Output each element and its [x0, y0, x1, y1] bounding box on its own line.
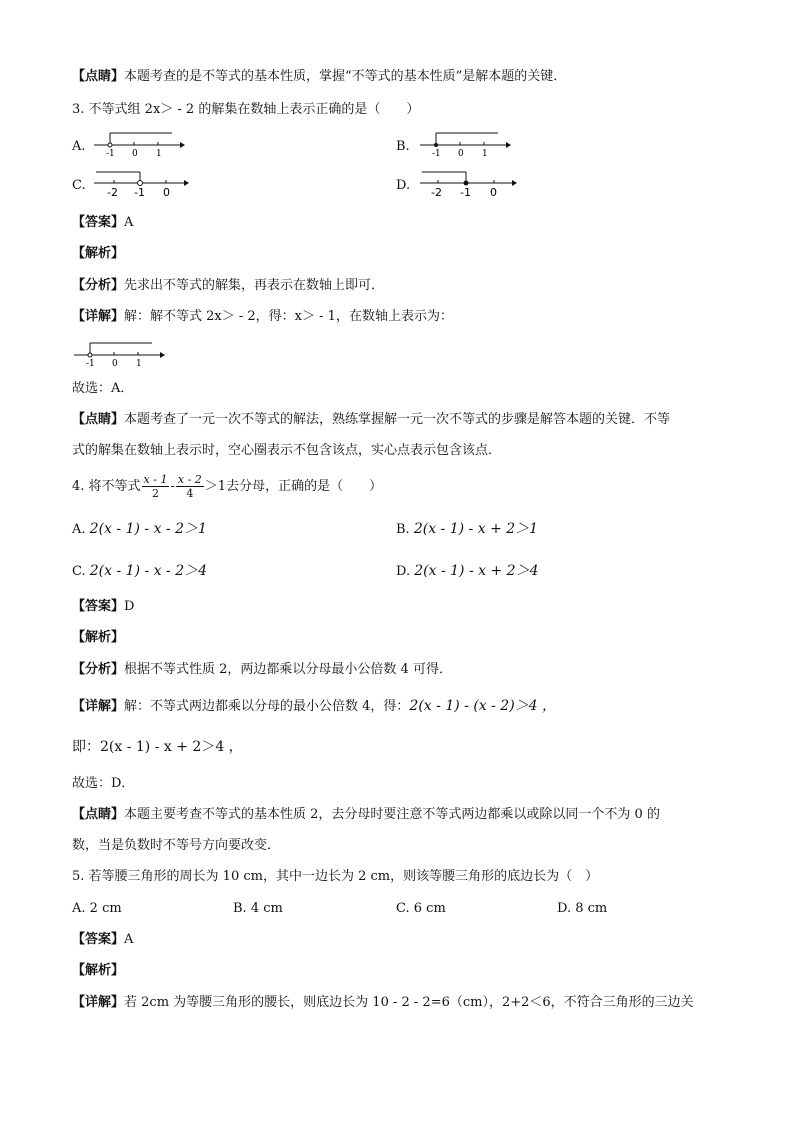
q4-choose: 故选：D．	[72, 776, 135, 791]
q3-fenxi-text: 先求出不等式的解集，再表示在数轴上即可．	[124, 278, 385, 293]
solution-numberline	[72, 338, 167, 368]
q4-option-b-expr: 2(x - 1) - x + 2＞1	[413, 521, 539, 537]
xiangjie-tag: 【详解】	[72, 995, 125, 1010]
q3-option-c-label: C.	[72, 178, 86, 193]
q4-option-c-label: C.	[72, 564, 86, 579]
q5-option-d-label: D.	[557, 901, 572, 916]
fraction-2-numerator: x - 2	[177, 473, 202, 486]
q4-option-d	[396, 562, 538, 581]
q5-option-d-text: 8 cm	[575, 901, 608, 916]
fraction-1	[142, 473, 170, 500]
fraction-1-numerator: x - 1	[143, 473, 168, 486]
q3-b-tick-1: -1	[432, 149, 441, 158]
fraction-2-denominator: 4	[186, 487, 194, 500]
q3-c-tick-2: -1	[134, 186, 145, 198]
q4-fenxi-text: 根据不等式性质 2，两边都乘以分母最小公倍数 4 可得．	[124, 662, 452, 677]
q3-option-c-numberline	[92, 166, 192, 198]
q4-option-d-label: D.	[396, 564, 411, 579]
q5-option-c-text: 6 cm	[413, 901, 446, 916]
q4-option-b	[396, 520, 538, 539]
q4-option-c-expr: 2(x - 1) - x - 2＞4	[89, 563, 208, 579]
q3-fenxi-line	[72, 277, 384, 295]
q3-option-a-label: A.	[72, 139, 86, 154]
solution-tick-2: 0	[112, 359, 118, 368]
fraction-minus: -	[170, 479, 175, 494]
q4-option-a-label: A.	[72, 522, 86, 537]
answer-tag: 【答案】	[72, 932, 125, 947]
q4-ji-line: 即：2(x - 1) - x + 2＞4 ，	[72, 739, 243, 755]
q3-choose: 故选：A．	[72, 381, 134, 396]
q3-a-tick-2: 0	[132, 149, 138, 158]
q5-jiexi-line	[72, 962, 124, 980]
q4-suffix: ＞1去分母，正确的是（ ）	[204, 479, 383, 494]
q3-dianjing-text-1: 本题考查了一元一次不等式的解法，熟练掌握解一元一次不等式的步骤是解答本题的关键．不等	[124, 412, 671, 427]
q4-xiangjie-line	[72, 697, 556, 716]
q3-option-d-numberline	[418, 166, 520, 198]
jiexi-tag: 【解析】	[72, 963, 125, 978]
q5-option-a-label: A.	[72, 901, 86, 916]
q5-option-c	[396, 900, 446, 918]
question-4	[72, 470, 382, 504]
q4-option-a	[72, 520, 207, 539]
q4-option-c	[72, 562, 207, 581]
q3-jiexi-line	[72, 245, 124, 263]
q5-option-b-text: 4 cm	[250, 901, 283, 916]
jiexi-tag: 【解析】	[72, 246, 125, 261]
q4-xiangjie-text: 解：不等式两边都乘以分母的最小公倍数 4，得：	[124, 699, 410, 714]
q3-c-tick-1: -2	[107, 186, 118, 198]
q4-answer-line	[72, 598, 134, 616]
q4-fenxi-line	[72, 661, 452, 679]
q5-xiangjie-text: 若 2cm 为等腰三角形的腰长，则底边长为 10 - 2 - 2=6（cm），2+2＜6，不符合三角形的三边关	[124, 995, 694, 1010]
q5-option-a	[72, 900, 122, 918]
q4-answer: D	[124, 599, 135, 614]
q3-d-tick-2: -1	[460, 186, 471, 198]
q4-xiangjie-expr: 2(x - 1) - (x - 2)＞4 ，	[409, 698, 557, 714]
q4-jiexi-line	[72, 629, 124, 647]
q5-option-b-label: B.	[233, 901, 247, 916]
q3-dianjing-text-2: 式的解集在数轴上表示时，空心圈表示不包含该点，实心点表示包含该点．	[72, 443, 502, 458]
q3-option-b-label: B.	[396, 139, 410, 154]
q3-answer: A	[124, 215, 134, 230]
q3-dianjing-line-1	[72, 411, 670, 429]
answer-tag: 【答案】	[72, 599, 125, 614]
q4-dianjing-text-1: 本题主要考查不等式的基本性质 2，去分母时要注意不等式两边都乘以或除以同一个不为 0 的	[124, 807, 660, 822]
fenxi-tag: 【分析】	[72, 662, 125, 677]
q4-prefix: 4. 将不等式	[72, 479, 141, 494]
q3-a-tick-3: 1	[156, 149, 162, 158]
solution-tick-3: 1	[136, 359, 142, 368]
fenxi-tag: 【分析】	[72, 278, 125, 293]
dianjing-tag: 【点睛】	[72, 69, 125, 84]
q3-xiangjie-text: 解：解不等式 2x＞ - 2，得：x＞ - 1，在数轴上表示为：	[124, 309, 453, 324]
q3-d-tick-3: 0	[490, 186, 497, 198]
question-3: 3. 不等式组 2x＞ - 2 的解集在数轴上表示正确的是（ ）	[72, 102, 420, 117]
q4-option-d-expr: 2(x - 1) - x + 2＞4	[414, 563, 539, 579]
q3-b-tick-3: 1	[482, 149, 488, 158]
q3-answer-line	[72, 214, 133, 232]
q3-option-b-numberline	[418, 128, 513, 158]
dianjing-tag: 【点睛】	[72, 807, 125, 822]
q3-b-tick-2: 0	[458, 149, 464, 158]
q4-dianjing-text-2: 数，当是负数时不等号方向要改变．	[72, 838, 281, 853]
q3-option-a-numberline	[92, 128, 187, 158]
dianjing-line	[72, 68, 566, 86]
jiexi-tag: 【解析】	[72, 630, 125, 645]
q5-option-c-label: C.	[396, 901, 410, 916]
fraction-2	[176, 473, 204, 500]
xiangjie-tag: 【详解】	[72, 699, 125, 714]
question-5: 5. 若等腰三角形的周长为 10 cm，其中一边长为 2 cm，则该等腰三角形的底边长为（ ）	[72, 869, 599, 884]
q5-answer: A	[124, 932, 134, 947]
solution-tick-1: -1	[86, 359, 95, 368]
q5-option-d	[557, 900, 607, 918]
answer-tag: 【答案】	[72, 215, 125, 230]
q4-dianjing-line-1	[72, 806, 660, 824]
q3-c-tick-3: 0	[163, 186, 170, 198]
q3-a-tick-1: -1	[106, 149, 115, 158]
q4-option-b-label: B.	[396, 522, 410, 537]
dianjing-text: 本题考查的是不等式的基本性质，掌握“不等式的基本性质”是解本题的关键．	[124, 69, 567, 84]
xiangjie-tag: 【详解】	[72, 309, 125, 324]
q5-answer-line	[72, 931, 133, 949]
dianjing-tag: 【点睛】	[72, 412, 125, 427]
q5-option-a-text: 2 cm	[89, 901, 122, 916]
q3-option-d-label: D.	[396, 178, 411, 193]
q5-option-b	[233, 900, 283, 918]
fraction-1-denominator: 2	[152, 487, 159, 500]
q5-xiangjie-line	[72, 994, 694, 1012]
q4-option-a-expr: 2(x - 1) - x - 2＞1	[89, 521, 207, 537]
q3-xiangjie-line	[72, 308, 453, 326]
q3-d-tick-1: -2	[431, 186, 442, 198]
